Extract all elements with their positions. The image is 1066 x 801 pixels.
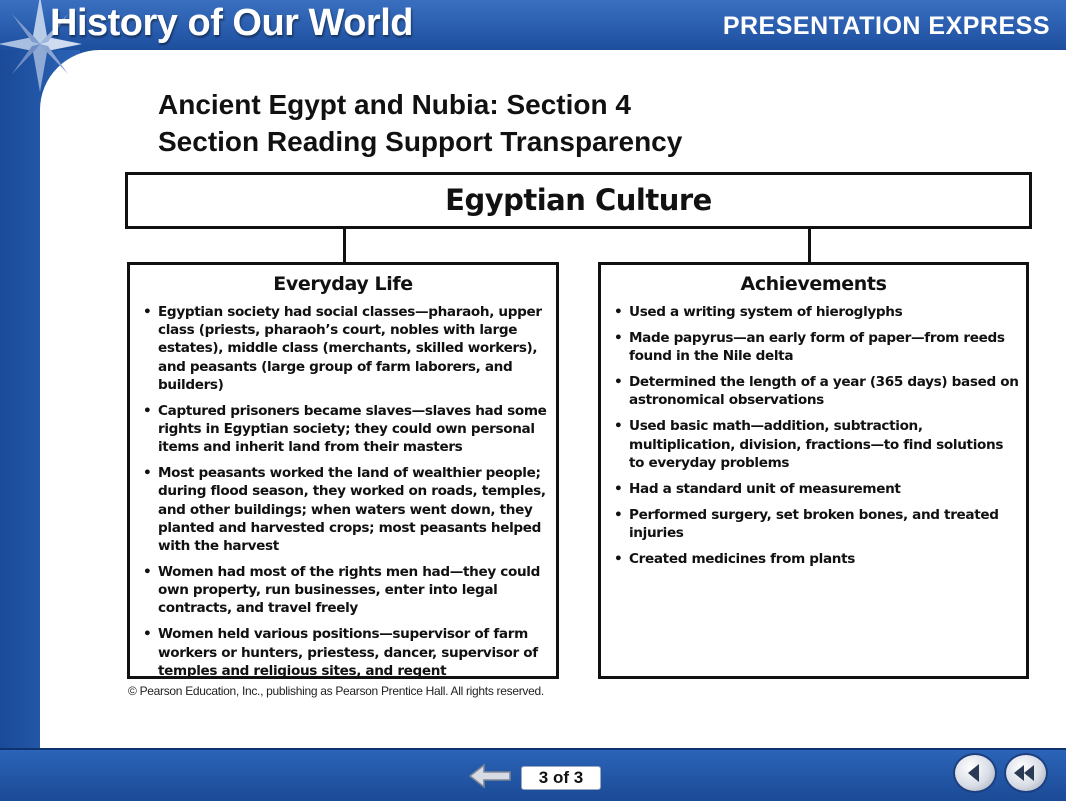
list-item: • Used a writing system of hieroglyphs: [629, 303, 1020, 321]
slide-title-line-2: Section Reading Support Transparency: [158, 126, 683, 157]
list-item: • Created medicines from plants: [629, 550, 1020, 568]
slide-title-line-1: Ancient Egypt and Nubia: Section 4: [158, 89, 631, 120]
achievements-list: [601, 303, 1026, 568]
return-arrow-icon[interactable]: [468, 763, 512, 789]
previous-icon: [955, 755, 995, 791]
list-item: • Used basic math—addition, subtraction, multiplication, division, fractions—to find solutions to everyday problems: [629, 417, 1020, 472]
product-label: PRESENTATION EXPRESS: [722, 12, 1050, 40]
list-item: • Performed surgery, set broken bones, and treated injuries: [629, 506, 1020, 542]
list-item: • Egyptian society had social classes—pharaoh, upper class (priests, pharaoh’s court, nobles with large estates), middle class (merchants, skilled workers), and peasants (large group of farm laborers, and builders): [158, 303, 550, 394]
diagram-top-label: Egyptian Culture: [445, 183, 712, 217]
list-item: • Most peasants worked the land of wealthier people; during flood season, they worked on roads, temples, and other buildings; when waters went down, they planted and harvested crops; most peasants helped with the harvest: [158, 464, 550, 555]
connector-right: [808, 228, 811, 263]
list-item: • Women held various positions—supervisor of farm workers or hunters, priestess, dancer, supervisor of temples and religious sites, and regent: [158, 625, 550, 680]
everyday-life-box: [127, 262, 559, 679]
rewind-icon: [1006, 755, 1046, 791]
slide-title: [158, 86, 682, 160]
diagram-top-box: [125, 172, 1032, 229]
achievements-box: [598, 262, 1029, 679]
page-indicator: 3 of 3: [521, 766, 601, 790]
everyday-life-heading: Everyday Life: [273, 273, 413, 295]
list-item: • Women had most of the rights men had—they could own property, run businesses, enter into legal contracts, and travel freely: [158, 563, 550, 618]
list-item: • Made papyrus—an early form of paper—from reeds found in the Nile delta: [629, 329, 1020, 365]
app-title: History of Our World: [50, 2, 413, 44]
achievements-heading: Achievements: [740, 273, 887, 295]
first-slide-button[interactable]: [1004, 753, 1048, 793]
everyday-life-list: [130, 303, 556, 680]
connector-left: [343, 228, 346, 263]
list-item: • Determined the length of a year (365 days) based on astronomical observations: [629, 373, 1020, 409]
copyright-notice: © Pearson Education, Inc., publishing as Pearson Prentice Hall. All rights reserved.: [128, 684, 544, 698]
previous-slide-button[interactable]: [953, 753, 997, 793]
list-item: • Captured prisoners became slaves—slaves had some rights in Egyptian society; they could own personal items and inherit land from their masters: [158, 402, 550, 457]
list-item: • Had a standard unit of measurement: [629, 480, 1020, 498]
